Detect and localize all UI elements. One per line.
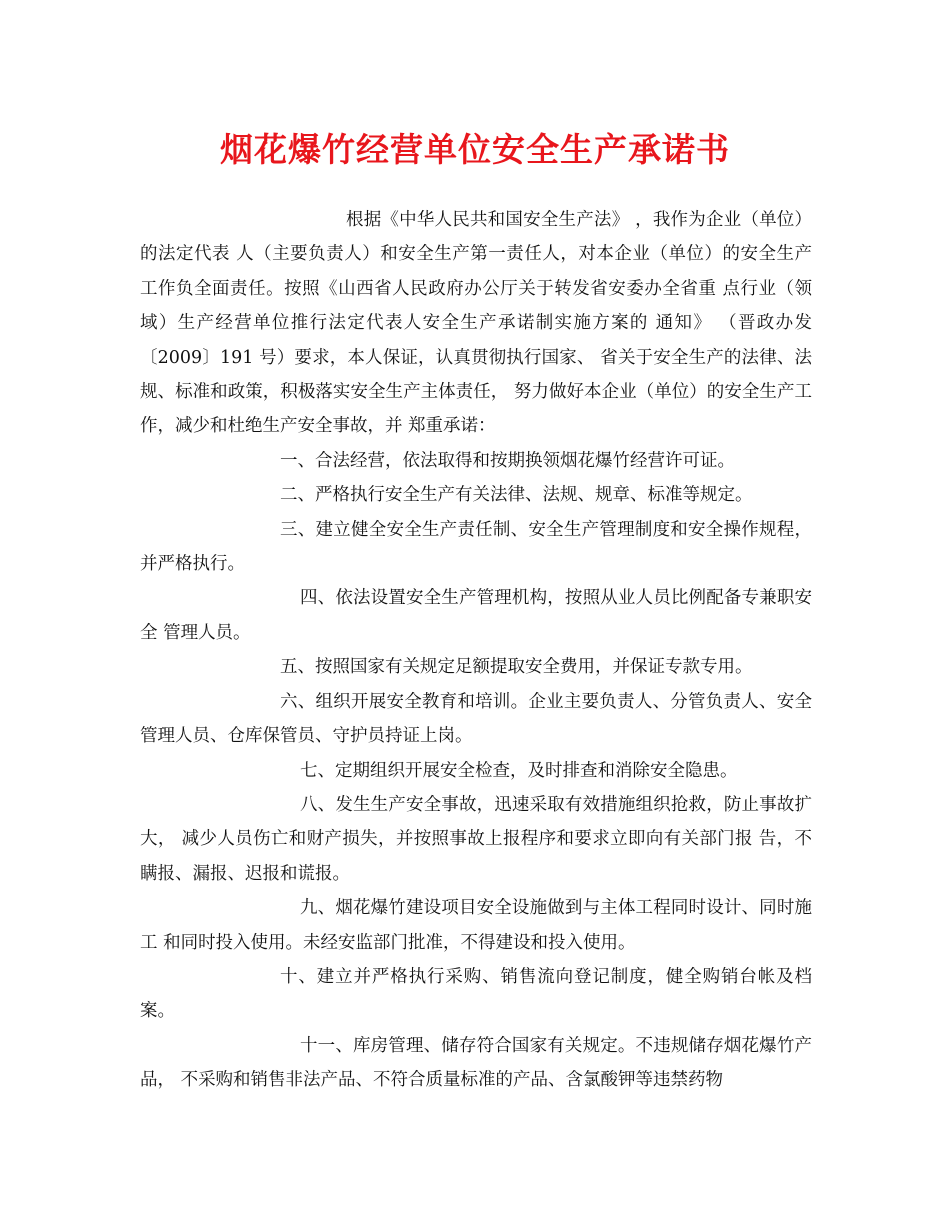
commitment-item-4: 四、依法设置安全生产管理机构，按照从业人员比例配备专兼职安全 管理人员。 (140, 588, 812, 643)
commitment-item-8: 八、发生生产安全事故，迅速采取有效措施组织抢救，防止事故扩大， 减少人员伤亡和财产损失，并按照事故上报程序和要求立即向有关部门报 告，不瞒报、漏报、迟报和谎报。 (140, 794, 812, 884)
intro-paragraph: 根据《中华人民共和国安全生产法》 ，我作为企业（单位）的法定代表 人（主要负责人）和安全生产第一责任人，对本企业（单位）的安全生产 工作负全面责任。按照《山西省人民政府办公厅关于转发省安委办全省重 点行业（领域）生产经营单位推行法定代表人安全生产承诺制实施方案的 通知》 （晋政办发〔2009〕191 号）要求，本人保证，认真贯彻执行国家、 省关于安全生产的法律、法规、标准和政策，积极落实安全生产主体责任， 努力做好本企业（单位）的安全生产工作，减少和杜绝生产安全事故，并 郑重承诺： (140, 210, 812, 437)
commitment-item-6: 六、组织开展安全教育和培训。企业主要负责人、分管负责人、安全 管理人员、仓库保管员、守护员持证上岗。 (140, 691, 812, 747)
commitment-item-7: 七、定期组织开展安全检查，及时排查和消除安全隐患。 (300, 760, 738, 781)
commitment-item-9: 九、烟花爆竹建设项目安全设施做到与主体工程同时设计、同时施工 和同时投入使用。未经安监部门批准，不得建设和投入使用。 (140, 898, 812, 953)
document-title: 烟花爆竹经营单位安全生产承诺书 (220, 130, 730, 169)
document-body (140, 203, 812, 1098)
commitment-item-11: 十一、库房管理、储存符合国家有关规定。不违规储存烟花爆竹产品， 不采购和销售非法产品、不符合质量标准的产品、含氯酸钾等违禁药物 (140, 1035, 812, 1091)
commitment-item-5: 五、按照国家有关规定足额提取安全费用，并保证专款专用。 (280, 657, 753, 678)
commitment-item-3: 三、建立健全安全生产责任制、安全生产管理制度和安全操作规程， 并严格执行。 (140, 519, 812, 575)
commitment-item-1: 一、合法经营，依法取得和按期换领烟花爆竹经营许可证。 (280, 450, 735, 471)
commitment-item-2: 二、严格执行安全生产有关法律、法规、规章、标准等规定。 (280, 485, 753, 506)
commitment-item-10: 十、建立并严格执行采购、销售流向登记制度，健全购销台帐及档案。 (140, 966, 812, 1022)
